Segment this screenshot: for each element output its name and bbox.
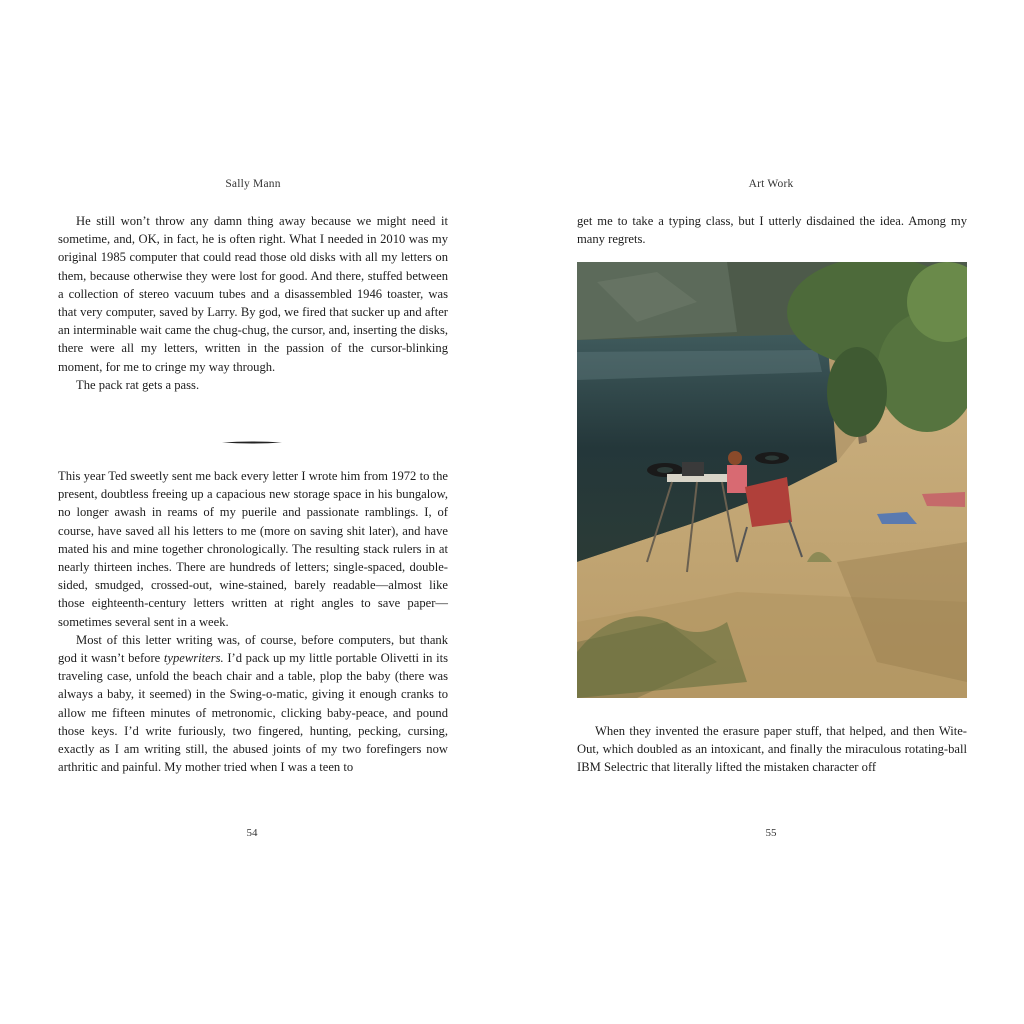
riverbank-photo-image bbox=[577, 262, 967, 698]
photograph-riverbank-typist bbox=[577, 262, 967, 698]
page-number-right: 55 bbox=[765, 827, 777, 839]
page-number-left: 54 bbox=[246, 827, 258, 839]
running-head-title: Art Work bbox=[748, 178, 794, 190]
paragraph-pack-rat: He still won’t throw any damn thing away because we might need it sometime, and, OK, in fact, he is often right. What I needed in 2010 was my original 1985 computer that could read those old disks with all my letters on them, because otherwise they were lost for good. And there, stuffed between a collection of stereo vacuum tubes and a disassembled 1946 toaster, was that very computer, saved by Larry. By god, we fired that sucker up and after an interminable wait came the chug-chug, the cursor, and, inserting the disks, there were all my letters, written in the passion of the cursor-blinking moment, for me to cringe my way through. bbox=[58, 214, 448, 374]
paragraph-typing-class: get me to take a typing class, but I utterly disdained the idea. Among my many regrets. bbox=[577, 214, 967, 247]
running-head-author: Sally Mann bbox=[225, 178, 281, 190]
paragraph-erasure: When they invented the erasure paper stuff, that helped, and then Wite-Out, which doubled as an intoxicant, and finally the miraculous rotating-ball IBM Selectric that literally lifted the mistaken character off bbox=[577, 724, 967, 775]
text-block-continuation bbox=[577, 212, 967, 248]
typewriters-italic: typewriters. bbox=[163, 651, 224, 666]
text-block-bottom bbox=[58, 467, 448, 776]
right-page bbox=[512, 0, 1024, 1024]
text-block-top bbox=[58, 212, 448, 394]
paragraph-typewriters-rest: I’d pack up my little portable Olivetti in its traveling case, unfold the beach chair and a table, plop the baby (there was always a baby, it seemed) in the Swing-o-matic, giving it enough cranks to allow me fifteen minutes of metronomic, clicking baby-peace, and pound those keys. I’d write furiously, two fingered, hunting, pecking, cursing, exactly as I am writing still, the abused joints of my two forefingers now arthritic and painful. My mother tried when I was a teen to bbox=[58, 651, 448, 775]
paragraph-typewriters-start: Most of this letter writing was, of course, before computers, but thank god it wasn’t before bbox=[58, 632, 448, 666]
section-break-ornament bbox=[222, 441, 282, 444]
paragraph-typewriters bbox=[58, 631, 448, 777]
text-block-wite-out bbox=[577, 722, 967, 777]
paragraph-letters: This year Ted sweetly sent me back every letter I wrote him from 1972 to the present, doubtless freeing up a capacious new storage space in his bungalow, no longer awash in reams of my puerile and passionate ramblings. I, of course, have saved all his letters to me (more on saving shit later), and have mated his and mine together chronologically. The resulting stack rulers in at nearly thirteen inches. There are hundreds of letters; single-spaced, double-sided, smudged, crossed-out, wine-stained, barely readable—almost like those eighteenth-century letters written at right angles to save paper—sometimes several sent in a week. bbox=[58, 469, 448, 629]
paragraph-pass: The pack rat gets a pass. bbox=[76, 377, 200, 392]
